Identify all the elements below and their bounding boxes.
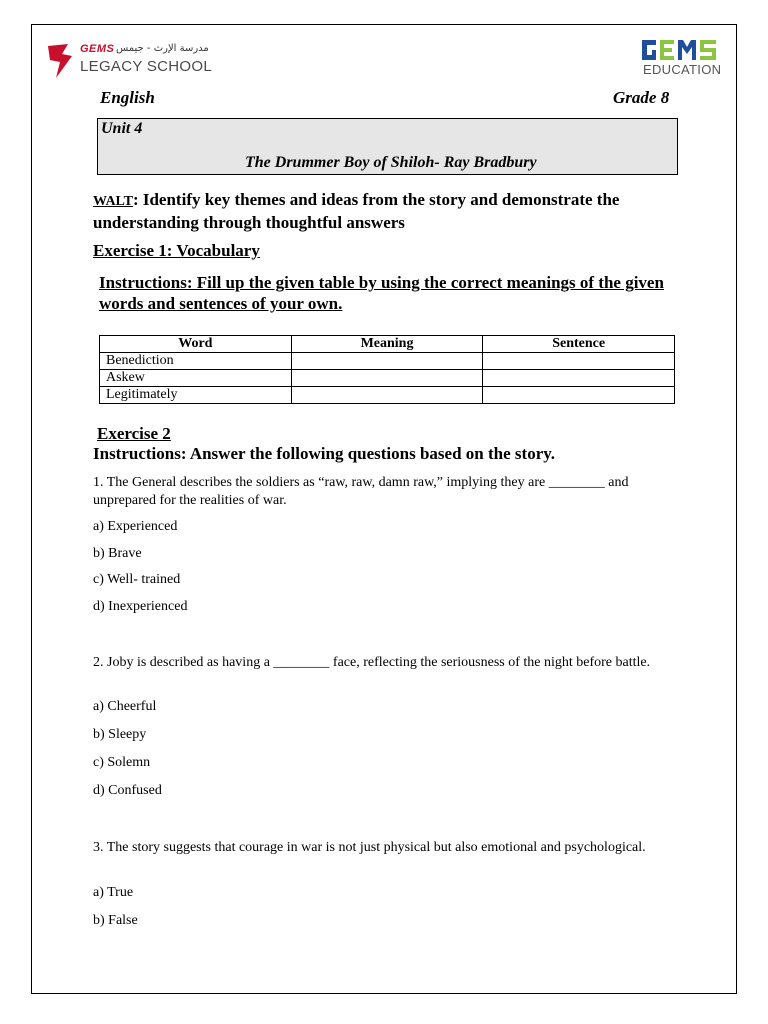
grade-label: Grade 8 bbox=[613, 88, 670, 107]
question-1-option-c: c) Well- trained bbox=[93, 572, 181, 587]
word-cell: Askew bbox=[100, 370, 292, 387]
question-1-text: 1. The General describes the soldiers as “raw, raw, damn raw,” implying they are ________ and unprepared for the realities of war. bbox=[93, 475, 629, 508]
meaning-cell[interactable] bbox=[291, 370, 483, 387]
column-header-meaning: Meaning bbox=[291, 336, 483, 353]
table-row bbox=[100, 370, 675, 387]
walt-statement bbox=[93, 189, 693, 233]
walt-key: WALT bbox=[93, 194, 133, 209]
sentence-cell[interactable] bbox=[483, 370, 675, 387]
meaning-cell[interactable] bbox=[291, 387, 483, 404]
table-header-row bbox=[100, 336, 675, 353]
school-logo-arabic: مدرسة الإرث - جيمس bbox=[116, 43, 209, 54]
gems-flame-icon bbox=[46, 42, 76, 80]
table-row bbox=[100, 353, 675, 370]
unit-title: The Drummer Boy of Shiloh- Ray Bradbury bbox=[245, 154, 537, 171]
exercise2-instructions: Instructions: Answer the following questions based on the story. bbox=[93, 444, 556, 463]
walt-text: : Identify key themes and ideas from the story and demonstrate the understanding through thoughtful answers bbox=[93, 190, 620, 232]
question-2-option-a: a) Cheerful bbox=[93, 699, 157, 714]
gems-wordmark-icon bbox=[638, 38, 720, 62]
meaning-cell[interactable] bbox=[291, 353, 483, 370]
question-1-option-d: d) Inexperienced bbox=[93, 599, 188, 614]
group-logo-text: EDUCATION bbox=[643, 62, 722, 77]
column-header-sentence: Sentence bbox=[483, 336, 675, 353]
question-1-option-a: a) Experienced bbox=[93, 519, 178, 534]
subject-label: English bbox=[100, 88, 155, 107]
school-name: LEGACY SCHOOL bbox=[80, 58, 213, 75]
question-3-option-b: b) False bbox=[93, 913, 138, 928]
sentence-cell[interactable] bbox=[483, 353, 675, 370]
gems-education-logo bbox=[638, 38, 720, 80]
exercise1-title: Exercise 1: Vocabulary bbox=[93, 241, 260, 260]
question-2-option-b: b) Sleepy bbox=[93, 727, 147, 742]
column-header-word: Word bbox=[100, 336, 292, 353]
question-2-option-c: c) Solemn bbox=[93, 755, 151, 770]
word-cell: Benediction bbox=[100, 353, 292, 370]
school-logo bbox=[46, 42, 216, 82]
unit-box bbox=[97, 118, 678, 175]
unit-label: Unit 4 bbox=[101, 120, 143, 137]
vocabulary-table bbox=[99, 335, 675, 404]
table-row bbox=[100, 387, 675, 404]
word-cell: Legitimately bbox=[100, 387, 292, 404]
exercise2-title: Exercise 2 bbox=[97, 424, 171, 443]
question-3-option-a: a) True bbox=[93, 885, 134, 900]
group-logo-brand: GEMS bbox=[638, 38, 641, 39]
school-logo-brand: GEMS bbox=[80, 43, 115, 55]
question-3-text: 3. The story suggests that courage in war is not just physical but also emotional and psychological. bbox=[93, 840, 646, 855]
question-2-option-d: d) Confused bbox=[93, 783, 162, 798]
sentence-cell[interactable] bbox=[483, 387, 675, 404]
question-1-option-b: b) Brave bbox=[93, 546, 142, 561]
exercise1-instructions: Instructions: Fill up the given table by using the correct meanings of the given words and sentences of your own. bbox=[99, 273, 664, 313]
question-2-text: 2. Joby is described as having a ________ face, reflecting the seriousness of the night before battle. bbox=[93, 655, 651, 670]
